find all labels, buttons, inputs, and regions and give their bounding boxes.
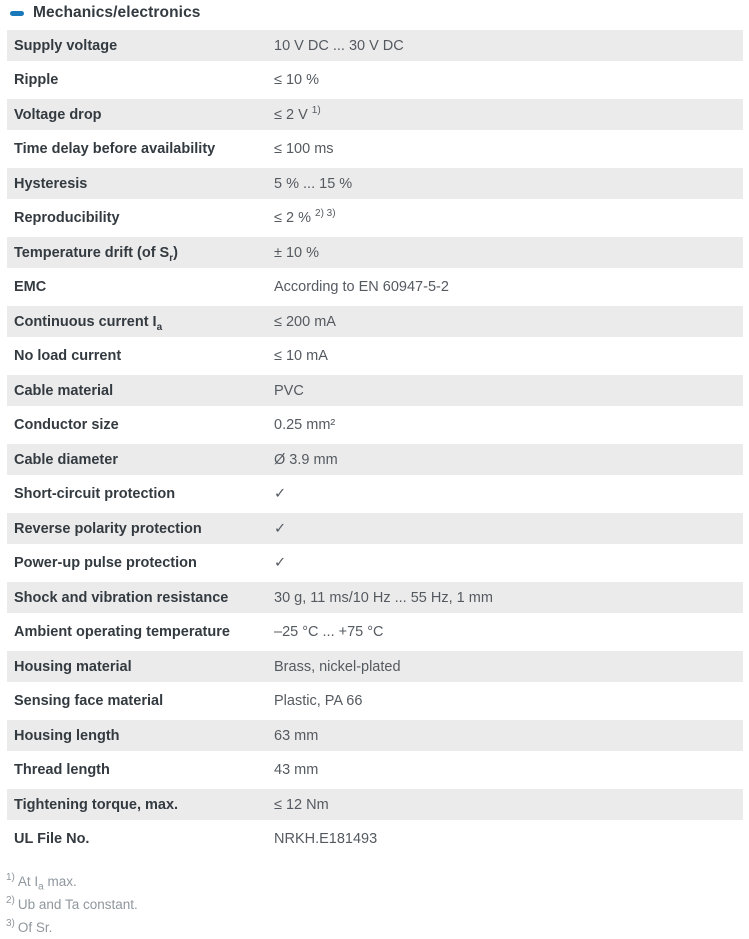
spec-value: ≤ 12 Nm — [274, 796, 329, 813]
table-row — [7, 30, 743, 61]
spec-value: ≤ 2 V $^{1)}$ — [274, 104, 321, 123]
table-row — [7, 134, 743, 165]
table-row — [7, 755, 743, 786]
spec-value: ≤ 200 mA — [274, 313, 336, 330]
spec-value: 63 mm — [274, 727, 319, 744]
spec-value: –25 °C ... +75 °C — [274, 624, 384, 640]
spec-label: EMC — [14, 279, 47, 295]
footnote-line — [6, 916, 749, 939]
spec-label: Time delay before availability — [14, 141, 216, 157]
table-row — [7, 168, 743, 199]
table-row — [7, 513, 743, 544]
footnote-line — [6, 893, 749, 916]
footnotes — [6, 870, 749, 939]
table-row — [7, 375, 743, 406]
spec-label: Hysteresis — [14, 175, 88, 192]
table-row — [7, 237, 743, 268]
spec-label: Housing length — [14, 727, 120, 744]
footnote-marker: 1) — [6, 872, 15, 883]
collapse-minus-icon[interactable] — [10, 11, 24, 16]
spec-label: UL File No. — [14, 831, 90, 847]
spec-label: Power-up pulse protection — [14, 555, 197, 571]
section-header-mechanics-electronics[interactable] — [0, 0, 749, 22]
spec-value: 10 V DC ... 30 V DC — [274, 37, 404, 54]
table-row — [7, 479, 743, 510]
table-row — [7, 272, 743, 303]
spec-label: No load current — [14, 348, 122, 364]
table-row — [7, 306, 743, 337]
spec-label: Supply voltage — [14, 37, 118, 54]
table-row — [7, 582, 743, 613]
spec-value: Plastic, PA 66 — [274, 693, 363, 709]
spec-value: ✓ — [274, 555, 287, 571]
footnote-text: At $I_a$ max. — [17, 873, 77, 893]
table-row — [7, 444, 743, 475]
table-row — [7, 65, 743, 96]
table-row — [7, 789, 743, 820]
spec-label: Conductor size — [14, 417, 119, 433]
spec-value: ≤ 100 ms — [274, 141, 334, 157]
table-row — [7, 203, 743, 234]
footnote-line — [6, 870, 749, 893]
spec-value: ✓ — [274, 520, 287, 537]
spec-value: PVC — [274, 382, 304, 399]
spec-value: ≤ 10 % — [274, 72, 320, 88]
spec-value: 30 g, 11 ms/10 Hz ... 55 Hz, 1 mm — [274, 589, 493, 606]
table-row — [7, 686, 743, 717]
spec-value: 0.25 mm² — [274, 417, 336, 433]
spec-value: ≤ 2 % $^{2) 3)}$ — [274, 208, 336, 226]
table-row — [7, 617, 743, 648]
section-title: Mechanics/electronics — [33, 4, 201, 21]
table-row — [7, 548, 743, 579]
spec-value: According to EN 60947-5-2 — [274, 279, 449, 295]
spec-label: Ambient operating temperature — [14, 624, 230, 640]
spec-value: 43 mm — [274, 762, 319, 778]
spec-table — [7, 30, 743, 855]
spec-label: Tightening torque, max. — [14, 796, 179, 813]
footnote-marker: 3) — [6, 918, 15, 929]
spec-label: Ripple — [14, 72, 59, 88]
footnote-text: Ub and Ta constant. — [17, 896, 138, 912]
spec-label: Sensing face material — [14, 693, 164, 709]
spec-label: Short-circuit protection — [14, 486, 176, 502]
spec-value: ✓ — [274, 486, 287, 502]
spec-label: Voltage drop — [14, 106, 102, 123]
table-row — [7, 99, 743, 130]
spec-label: Housing material — [14, 658, 132, 675]
table-row — [7, 341, 743, 372]
spec-label: Reproducibility — [14, 210, 120, 226]
spec-value: 5 % ... 15 % — [274, 175, 353, 192]
spec-value: Ø 3.9 mm — [274, 451, 338, 468]
spec-label: Thread length — [14, 762, 110, 778]
table-row — [7, 651, 743, 682]
spec-label: Cable material — [14, 382, 114, 399]
table-row — [7, 824, 743, 855]
spec-value: Brass, nickel-plated — [274, 658, 401, 675]
spec-value: ≤ 10 mA — [274, 348, 328, 364]
spec-label: Shock and vibration resistance — [14, 589, 229, 606]
spec-label: Temperature drift (of $S_r$) — [14, 244, 178, 264]
spec-value: ± 10 % — [274, 244, 320, 261]
spec-value: NRKH.E181493 — [274, 831, 378, 847]
table-row — [7, 720, 743, 751]
table-row — [7, 410, 743, 441]
spec-label: Cable diameter — [14, 451, 118, 468]
spec-label: Reverse polarity protection — [14, 520, 202, 537]
footnote-text: Of Sr. — [17, 919, 53, 935]
spec-label: Continuous current $I_a$ — [14, 313, 163, 333]
footnote-marker: 2) — [6, 895, 15, 906]
